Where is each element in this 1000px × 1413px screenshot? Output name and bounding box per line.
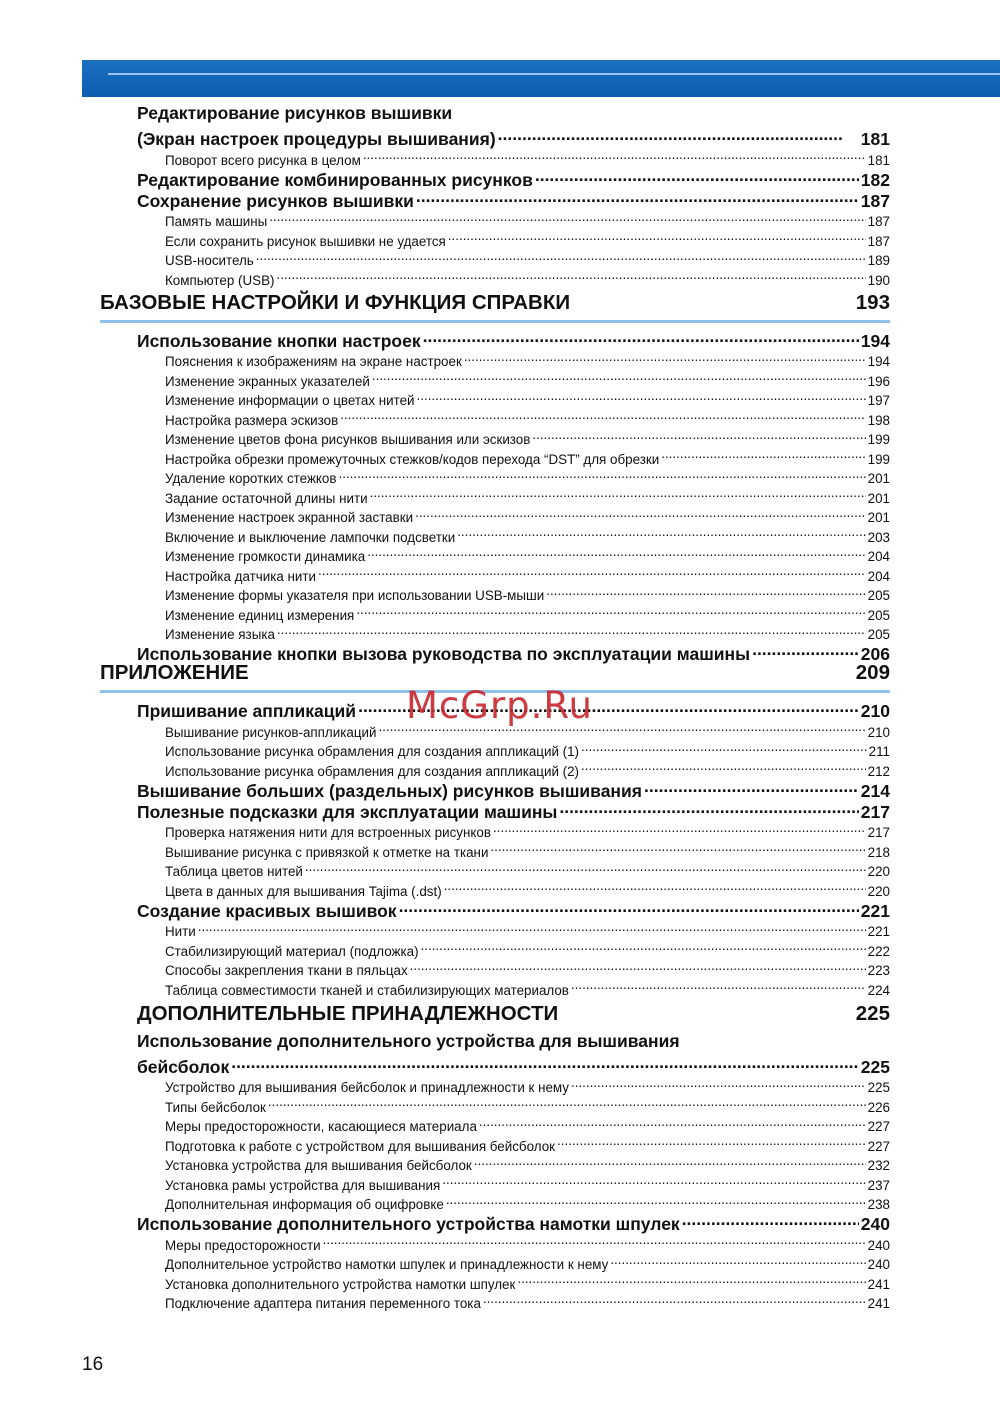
toc-section-label: бейсболок [137,1056,230,1077]
toc-page-number: 201 [867,510,890,525]
toc-leader-dots [581,756,866,776]
toc-leader-dots [198,917,866,937]
toc-page-number: 220 [867,883,890,899]
toc-basic-entries [0,347,1000,640]
toc-entry[interactable] [165,464,890,484]
toc-leader-dots [644,776,859,797]
toc-page-number: 182 [860,169,890,190]
toc-page-number: 204 [867,549,890,564]
toc-leader-dots [442,1170,865,1190]
toc-page-number: 187 [867,214,890,229]
toc-entry[interactable] [165,756,890,779]
toc-page-number: 238 [867,1197,890,1212]
toc-leader-dots [256,246,866,266]
toc-page-number: 214 [860,780,890,801]
toc-leader-dots [340,405,865,425]
toc-entry-label: Дополнительная информация об оцифровке [165,1197,444,1212]
toc-section-label: Использование дополнительного устройства намотки шпулек [137,1214,680,1234]
toc-leader-dots [269,207,865,227]
toc-entry[interactable] [165,522,890,545]
toc-leader-dots [370,483,866,503]
toc-page-number: 187 [860,190,890,211]
toc-entry-label: Меры предосторожности, касающиеся материала [165,1119,477,1134]
toc-section-label: Вышивание больших (раздельных) рисунков вышивания [137,780,642,801]
toc-page-number: 211 [868,744,890,759]
toc-leader-dots [682,1209,859,1230]
toc-leader-dots [483,1289,866,1309]
toc-chapter-basic-settings[interactable] [100,285,890,323]
toc-page-number: 218 [867,844,890,860]
toc-section-bobbin[interactable] [137,1209,890,1234]
toc-page-number: 197 [867,393,890,408]
toc-leader-dots [318,561,866,581]
toc-entry[interactable] [165,581,890,601]
toc-leader-dots [323,1230,866,1250]
toc-entry-label: Таблица цветов нитей [165,864,303,879]
toc-page-number: 237 [867,1177,890,1193]
toc-entry[interactable] [165,444,890,467]
toc-chapter-page: 225 [855,1001,890,1025]
toc-section-editing-line2[interactable] [137,124,890,149]
toc-entry[interactable] [165,857,890,877]
toc-entry[interactable] [165,1112,890,1132]
toc-page-number: 203 [867,529,890,545]
toc-entry[interactable] [165,1230,890,1253]
toc-section-label: Использование кнопки настроек [137,330,421,351]
toc-leader-dots [557,1131,866,1151]
toc-entry[interactable] [165,1250,890,1270]
toc-entry-label: Компьютер (USB) [165,272,275,288]
toc-entry-label: Настройка датчика нити [165,568,317,584]
toc-entry-label: Включение и выключение лампочки подсветки [165,529,456,545]
toc-leader-dots [423,326,859,347]
page-number: 16 [82,1354,104,1375]
toc-section-label: Полезные подсказки для эксплуатации машины [137,801,558,822]
header-stripe [108,73,1000,75]
toc-leader-dots [305,857,866,877]
toc-page-number: 190 [867,272,890,288]
toc-page-number: 205 [867,588,890,603]
toc-entry-label: Изменение настроек экранной заставки [165,510,414,525]
toc-leader-dots [490,837,865,857]
toc-section-label: (Экран настроек процедуры вышивания) [137,129,496,149]
toc-entry[interactable] [165,1190,890,1210]
toc-leader-dots [410,956,866,976]
toc-chapter-title: ДОПОЛНИТЕЛЬНЫЕ ПРИНАДЛЕЖНОСТИ [137,1001,559,1025]
toc-section-cap-device[interactable] [137,1031,890,1052]
toc-entry-label: Поворот всего рисунка в целом [165,152,361,168]
toc-leader-dots [416,186,859,207]
toc-entry-label: Стабилизирующий материал (подложка) [165,943,419,959]
toc-entry-label: Изменение информации о цветах нитей [165,393,415,408]
toc-entry-label: Нити [165,924,196,939]
toc-page-number: 201 [867,471,890,486]
toc-entry-label: Дополнительное устройство намотки шпулек и принадлежности к нему [165,1257,609,1272]
toc-cap-entries [0,1073,1000,1210]
toc-leader-dots [268,1092,866,1112]
toc-leader-dots [415,503,866,523]
toc-section-beautiful[interactable] [137,896,890,921]
toc-leader-dots [399,896,859,917]
toc-page-number: 196 [867,373,890,389]
toc-entry[interactable] [165,246,890,266]
toc-entry-label: Пояснения к изображениям на экране настроек [165,354,462,369]
toc-entry[interactable] [165,956,890,976]
toc-entry-label: Меры предосторожности [165,1237,321,1253]
toc-page-number: 226 [867,1099,890,1115]
toc-entry-label: USB-носитель [165,253,254,268]
toc-page-number: 225 [867,1080,890,1095]
toc-entry[interactable] [165,425,890,445]
toc-page-number: 194 [867,354,890,369]
toc-section-tips[interactable] [137,797,890,822]
toc-entry-label: Таблица совместимости тканей и стабилизирующих материалов [165,982,569,998]
toc-section-saving[interactable] [137,186,890,211]
toc-leader-dots [448,226,866,246]
toc-entry[interactable] [165,837,890,860]
toc-page-number: 189 [867,253,890,268]
toc-entry[interactable] [165,265,890,288]
toc-entry[interactable] [165,1073,890,1093]
toc-leader-dots [571,1073,866,1093]
toc-entry-label: Изменение цветов фона рисунков вышивания или эскизов [165,432,531,447]
toc-section-label: Редактирование рисунков вышивки [137,103,453,123]
toc-leader-dots [581,737,867,757]
toc-page-number: 205 [867,627,890,642]
toc-leader-dots [474,1151,866,1171]
toc-leader-dots [372,366,866,386]
toc-entry-label: Использование рисунка обрамления для создания аппликаций (1) [165,744,580,759]
toc-leader-dots [498,124,843,145]
toc-page-number: 240 [867,1257,890,1272]
toc-leader-dots [338,464,865,484]
toc-leader-dots [464,347,866,367]
toc-page-number: 222 [867,943,890,959]
toc-entry[interactable] [165,818,890,838]
toc-page-number: 198 [867,412,890,428]
toc-section-label: Использование дополнительного устройства для вышивания [137,1030,680,1051]
toc-entry-label: Изменение экранных указателей [165,373,370,389]
toc-entry-label: Если сохранить рисунок вышивки не удается [165,233,446,249]
toc-entry[interactable] [165,1092,890,1115]
toc-page-number: 241 [867,1276,890,1292]
toc-entry-label: Задание остаточной длины нити [165,490,368,506]
toc-entry-label: Изменение формы указателя при использовании USB-мыши [165,588,545,603]
toc-leader-dots [457,522,865,542]
toc-entry[interactable] [165,917,890,937]
toc-page-number: 227 [867,1119,890,1134]
toc-section-combined[interactable] [137,165,890,190]
toc-leader-dots [276,265,865,285]
toc-leader-dots [444,876,866,896]
toc-entry[interactable] [165,207,890,227]
toc-leader-dots [277,620,866,640]
toc-entry[interactable] [165,145,890,168]
toc-entry-label: Использование рисунка обрамления для создания аппликаций (2) [165,763,580,779]
watermark: McGrp.Ru [406,684,593,727]
toc-entry-label: Способы закрепления ткани в пяльцах [165,963,408,978]
toc-page-number: 210 [867,724,890,740]
toc-section-large-designs[interactable] [137,776,890,801]
toc-page-number: 240 [867,1237,890,1253]
toc-leader-dots [446,1190,866,1210]
toc-entry-label: Подключение адаптера питания переменного тока [165,1296,481,1311]
toc-page-number: 206 [860,644,890,664]
toc-section-label: Сохранение рисунков вышивки [137,190,414,211]
toc-entry[interactable] [165,1131,890,1154]
toc-page-number: 199 [867,432,890,447]
toc-entry-label: Изменение единиц измерения [165,607,355,623]
toc-entry[interactable] [165,1151,890,1171]
toc-page-number: 221 [867,924,890,939]
toc-page-number: 232 [867,1158,890,1173]
toc-leader-dots [535,165,859,186]
toc-leader-dots [610,1250,865,1270]
toc-entry[interactable] [165,366,890,389]
toc-page-number: 241 [867,1296,890,1311]
toc-page-number: 240 [860,1214,890,1234]
toc-leader-dots [421,936,866,956]
toc-page-number: 210 [860,701,890,721]
header-band [82,60,1000,97]
toc-section-label: Пришивание аппликаций [137,701,357,721]
toc-leader-dots [479,1112,866,1132]
toc-entry-label: Настройка обрезки промежуточных стежков/кодов перехода “DST” для обрезки [165,451,660,467]
toc-page-number: 199 [867,451,890,467]
toc-section-label: Создание красивых вышивок [137,900,397,921]
toc-page-number: 212 [867,763,890,779]
toc-leader-dots [752,639,859,660]
toc-page-number: 224 [867,982,890,998]
toc-page-number: 201 [867,490,890,506]
toc-page-number: 223 [867,963,890,978]
toc-section-editing[interactable] [137,103,890,124]
toc-entry[interactable] [165,737,890,757]
toc-page-number: 220 [867,864,890,879]
toc-entry-label: Удаление коротких стежков [165,471,337,486]
toc-entry-label: Вышивание рисунков-аппликаций [165,724,377,740]
toc-entry-label: Память машины [165,214,268,229]
toc-entry[interactable] [165,226,890,249]
toc-leader-dots [493,818,866,838]
toc-page-number: 205 [867,607,890,623]
toc-entry[interactable] [165,561,890,584]
toc-entry[interactable] [165,936,890,959]
toc-entry[interactable] [165,1289,890,1309]
toc-entry-label: Установка рамы устройства для вышивания [165,1177,441,1193]
toc-leader-dots [546,581,865,601]
toc-beautiful-entries [0,917,1000,998]
toc-entry-label: Установка дополнительного устройства намотки шпулек [165,1276,516,1292]
toc-section-settings-key[interactable] [137,326,890,351]
toc-leader-dots [356,600,865,620]
toc-entry[interactable] [165,1269,890,1292]
toc-entry[interactable] [165,975,890,998]
toc-leader-dots [571,975,866,995]
toc-leader-dots [661,444,865,464]
toc-entry-label: Изменение громкости динамика [165,549,366,564]
toc-entry-label: Изменение языка [165,627,275,642]
toc-entry[interactable] [165,386,890,406]
toc-page-number: 204 [867,568,890,584]
toc-entry[interactable] [165,405,890,428]
toc-entry[interactable] [165,347,890,367]
toc-section-label: Использование кнопки вызова руководства по эксплуатации машины [137,644,751,664]
toc-page-number: 181 [867,152,890,168]
toc-entry[interactable] [165,503,890,523]
toc-chapter-title: ПРИЛОЖЕНИЕ [100,661,249,684]
toc-entry-label: Установка устройства для вышивания бейсболок [165,1158,472,1173]
toc-chapter-title: БАЗОВЫЕ НАСТРОЙКИ И ФУНКЦИЯ СПРАВКИ [100,290,571,314]
toc-entry[interactable] [165,542,890,562]
toc-page-number: 221 [860,900,890,921]
toc-entry[interactable] [165,1170,890,1193]
toc-leader-dots [517,1269,865,1289]
toc-page-number: 225 [860,1056,890,1077]
toc-chapter-page: 209 [855,661,890,684]
toc-entry-label: Подготовка к работе с устройством для вышивания бейсболок [165,1138,556,1154]
toc-section-manual-key[interactable] [137,639,890,664]
toc-entry-label: Вышивание рисунка с привязкой к отметке на ткани [165,844,489,860]
toc-entry[interactable] [165,876,890,899]
toc-page-number: 227 [867,1138,890,1154]
toc-leader-dots [363,145,866,165]
toc-bobbin-entries [0,1230,1000,1311]
toc-section-label: Редактирование комбинированных рисунков [137,169,533,190]
toc-section-cap-device-line2[interactable] [137,1052,890,1077]
toc-page-number: 217 [860,801,890,822]
toc-leader-dots [559,797,858,818]
toc-leader-dots [231,1052,859,1073]
toc-page-number: 181 [860,129,890,149]
toc-page-number: 217 [867,825,890,840]
toc-entry-label: Настройка размера эскизов [165,412,339,428]
toc-entry-label: Цвета в данных для вышивания Tajima (.dst) [165,883,442,899]
toc-tips-entries [0,818,1000,899]
toc-chapter-page: 193 [855,290,890,314]
toc-leader-dots [367,542,865,562]
toc-leader-dots [417,386,866,406]
toc-leader-dots [532,425,865,445]
toc-entry-label: Устройство для вышивания бейсболок и принадлежности к нему [165,1080,569,1095]
toc-entry[interactable] [165,620,890,640]
toc-entry-label: Проверка натяжения нити для встроенных рисунков [165,825,491,840]
toc-entry[interactable] [165,600,890,623]
toc-entry[interactable] [165,483,890,506]
toc-page-number: 187 [867,233,890,249]
toc-entry-label: Типы бейсболок [165,1099,266,1115]
toc-page-number: 194 [860,330,890,351]
